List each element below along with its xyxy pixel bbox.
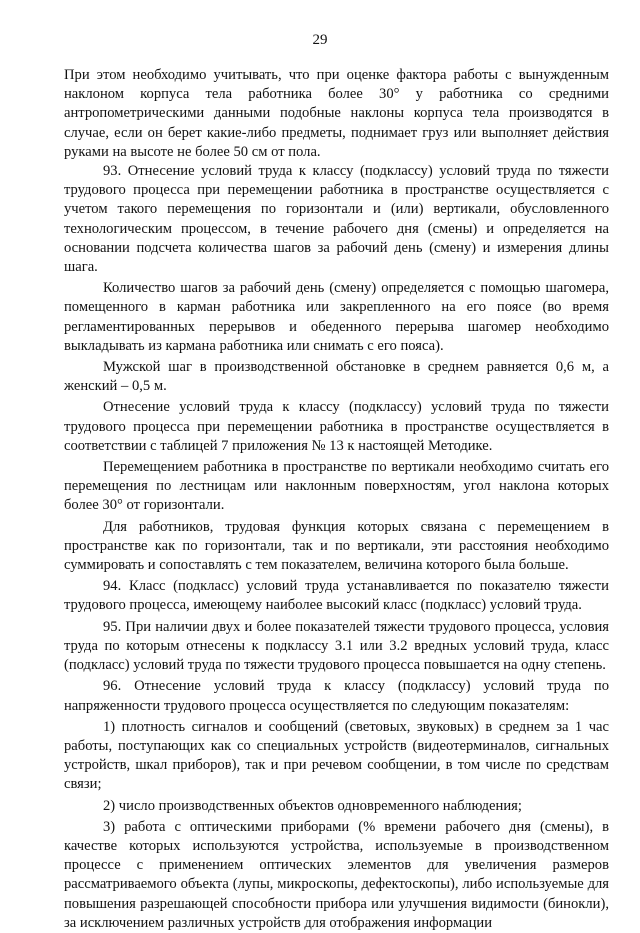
paragraph: 96. Отнесение условий труда к классу (подклассу) условий труда по напряженности трудового процесса осуществляется по следующим показателям: [64, 678, 609, 714]
page-number: 29 [312, 32, 328, 48]
paragraph: Перемещением работника в пространстве по вертикали необходимо считать его перемещения по лестницам или наклонным поверхностям, угол наклона которых более 30° от горизонтали. [64, 459, 609, 514]
paragraph: 95. При наличии двух и более показателей тяжести трудового процесса, условия труда по которым отнесены к подклассу 3.1 или 3.2 вредных условий труда, класс (подкласс) условий труда по тяжести трудового процесса повышается на одну степень. [64, 618, 609, 674]
paragraph: Для работников, трудовая функция которых связана с перемещением в пространстве как по горизонтали, так и по вертикали, эти расстояния необходимо суммировать и сопоставлять с тем показателем, величина которого была больше. [64, 518, 609, 574]
list-item: 3) работа с оптическими приборами (% времени рабочего дня (смены), в качестве которых используются устройства, используемые в производственном процессе с применением оптических элементов для увеличения размеров рассматриваемого объекта (лупы, микроскопы, дефектоскопы), либо используемые для повышения разрешающей способности прибора или улучшения видимости (бинокли), за исключением различных устройств для отображения информации [64, 818, 609, 931]
paragraph: 93. Отнесение условий труда к классу (подклассу) условий труда по тяжести трудового процесса при перемещении работника в пространстве осуществляется с учетом такого перемещения по горизонтали и (или) вертикали, обусловленного технологическим процессом, в течение рабочего дня (смены) и определяется на основании подсчета количества шагов за рабочий день (смену) и измерения длины шага. [64, 163, 609, 276]
list-item: 1) плотность сигналов и сообщений (световых, звуковых) в среднем за 1 час работы, поступающих как со специальных устройств (видеотерминалов, сигнальных устройств, шкал приборов), так и при речевом сообщении, в том числе по средствам связи; [64, 718, 609, 793]
paragraph: 94. Класс (подкласс) условий труда устанавливается по показателю тяжести трудового процесса, имеющему наиболее высокий класс (подкласс) условий труда. [64, 578, 609, 614]
paragraph: Количество шагов за рабочий день (смену) определяется с помощью шагомера, помещенного в карман работника или закрепленного на его поясе (во время регламентированных перерывов и обеденного перерыва шагомер необходимо выкладывать из кармана работника или снимать с его пояса). [64, 280, 609, 354]
document-body [64, 66, 609, 933]
paragraph: Мужской шаг в производственной обстановке в среднем равняется 0,6 м, а женский – 0,5 м. [64, 359, 609, 395]
list-item: 2) число производственных объектов одновременного наблюдения; [103, 797, 522, 814]
paragraph: Отнесение условий труда к классу (подклассу) условий труда по тяжести трудового процесса при перемещении работника в пространстве осуществляется в соответствии с таблицей 7 приложения № 13 к настоящей Методике. [64, 399, 609, 454]
paragraph: При этом необходимо учитывать, что при оценке фактора работы с вынужденным наклоном корпуса тела работника более 30° у работника со средними антропометрическими данными подобные наклоны корпуса тела производятся в случае, если он берет какие-либо предметы, поднимает груз или выполняет действия руками на высоте не более 50 см от пола. [64, 67, 609, 160]
